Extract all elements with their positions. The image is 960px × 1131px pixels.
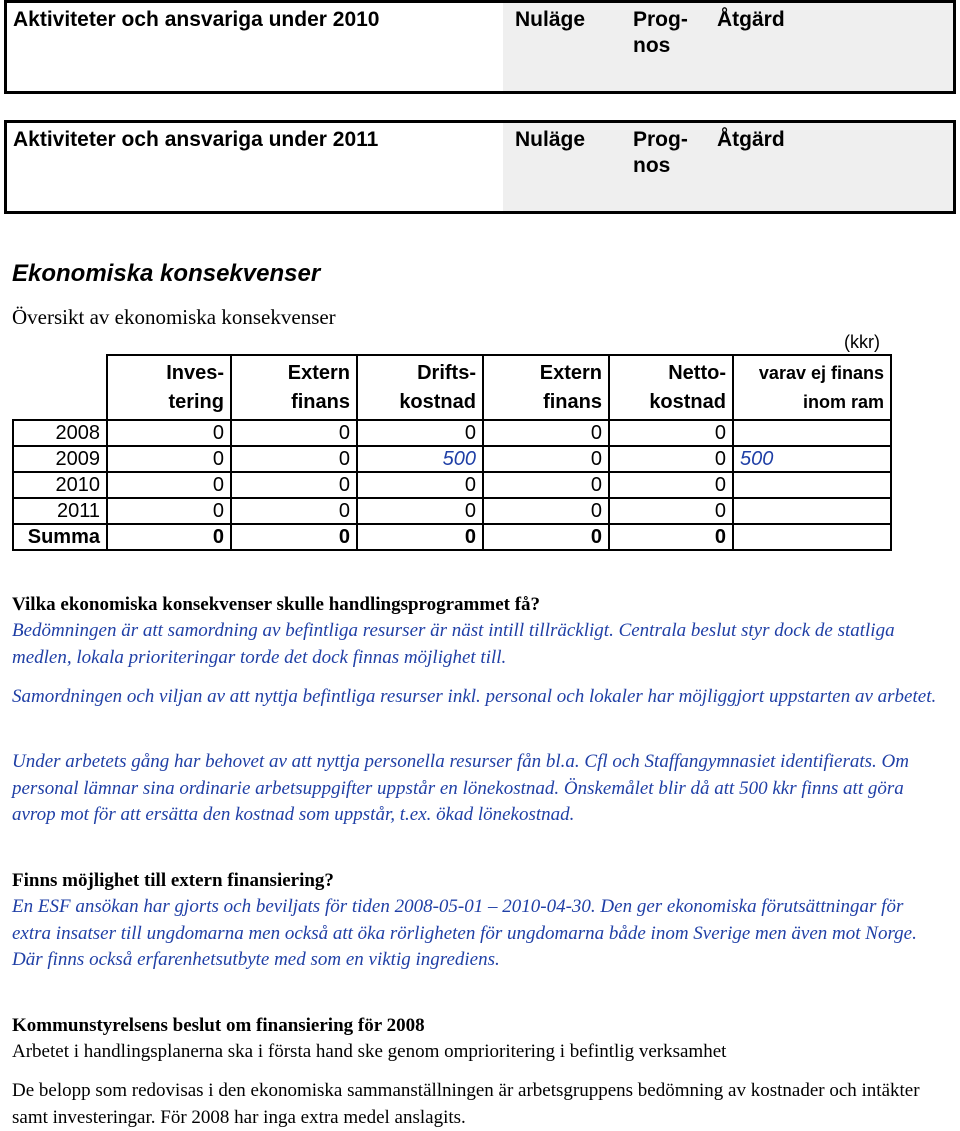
row-label: 2010 bbox=[13, 472, 107, 498]
question-economic-consequences: Vilka ekonomiska konsekvenser skulle handlingsprogrammet få? bbox=[12, 594, 541, 615]
heading-board-decision: Kommunstyrelsens beslut om finansiering för 2008 bbox=[12, 1015, 425, 1036]
economics-table bbox=[12, 354, 892, 551]
cell: 0 bbox=[357, 472, 483, 498]
activities-2010-table bbox=[4, 0, 956, 94]
table-row bbox=[13, 472, 891, 498]
cell: 0 bbox=[231, 420, 357, 446]
cell: 0 bbox=[107, 498, 231, 524]
cell-extra bbox=[733, 420, 891, 446]
activities-2011-status-header: Nuläge bbox=[503, 123, 627, 211]
cell-extra bbox=[733, 524, 891, 550]
cell: 0 bbox=[357, 524, 483, 550]
cell: 0 bbox=[357, 498, 483, 524]
activities-2011-table bbox=[4, 120, 956, 214]
board-decision-paragraph-2: De belopp som redovisas i den ekonomiska sammanställningen är arbetsgruppens bedömning av kostnader och intäkter samt investeringar. För 2008 har inga extra medel anslagits. bbox=[12, 1080, 920, 1128]
header-extern-finans-1: Extern finans bbox=[231, 355, 357, 420]
header-driftskostnad: Drifts- kostnad bbox=[357, 355, 483, 420]
cell: 0 bbox=[609, 446, 733, 472]
row-label: 2008 bbox=[13, 420, 107, 446]
cell: 0 bbox=[231, 446, 357, 472]
cell: 0 bbox=[231, 524, 357, 550]
cell: 0 bbox=[609, 498, 733, 524]
cell: 0 bbox=[483, 446, 609, 472]
activities-2010-status-header: Nuläge bbox=[503, 3, 627, 91]
cell: 0 bbox=[483, 498, 609, 524]
row-label: Summa bbox=[13, 524, 107, 550]
answer-paragraph-1: Bedömningen är att samordning av befintliga resurser är näst intill tillräckligt. Centrala beslut styr dock de statliga medlen, lokala prioriteringar torde det dock finnas möjlighet till. bbox=[12, 620, 895, 668]
header-empty bbox=[13, 355, 107, 420]
cell: 0 bbox=[483, 472, 609, 498]
answer-paragraph-3: Under arbetets gång har behovet av att nyttja personella resurser fån bl.a. Cfl och Staffangymnasiet identifierats. Om personal lämnar sina ordinarie arbetsuppgifter uppstår en lönekostnad. Önskemålet blir då att 500 kkr finns att göra avrop mot för att ersätta den kostnad som uppstår, t.ex. ökad lönekostnad. bbox=[12, 751, 909, 825]
table-row bbox=[13, 446, 891, 472]
header-varav-ej-finans: varav ej finans inom ram bbox=[733, 355, 891, 420]
row-label: 2009 bbox=[13, 446, 107, 472]
question-external-funding: Finns möjlighet till extern finansiering? bbox=[12, 870, 334, 891]
cell: 0 bbox=[483, 420, 609, 446]
cell: 0 bbox=[107, 420, 231, 446]
row-label: 2011 bbox=[13, 498, 107, 524]
table-row-summa bbox=[13, 524, 891, 550]
cell: 0 bbox=[483, 524, 609, 550]
cell-extra bbox=[733, 472, 891, 498]
header-investering: Inves- tering bbox=[107, 355, 231, 420]
activities-2011-forecast-header: Prog- nos bbox=[627, 123, 711, 211]
cell: 0 bbox=[231, 498, 357, 524]
answer-paragraph-2: Samordningen och viljan av att nyttja befintliga resurser inkl. personal och lokaler har möjliggjort uppstarten av arbetet. bbox=[12, 686, 937, 707]
activities-2011-action-header: Åtgärd bbox=[711, 123, 953, 211]
cell: 0 bbox=[357, 420, 483, 446]
table-row bbox=[13, 498, 891, 524]
cell: 0 bbox=[107, 446, 231, 472]
unit-label: (kkr) bbox=[844, 332, 880, 352]
cell-extra bbox=[733, 498, 891, 524]
economics-subheading: Översikt av ekonomiska konsekvenser bbox=[12, 305, 336, 329]
board-decision-paragraph-1: Arbetet i handlingsplanerna ska i första hand ske genom omprioritering i befintlig verksamhet bbox=[12, 1041, 727, 1062]
cell-highlight: 500 bbox=[357, 446, 483, 472]
economics-header-row bbox=[13, 355, 891, 420]
cell: 0 bbox=[231, 472, 357, 498]
cell: 0 bbox=[107, 524, 231, 550]
header-nettokostnad: Netto- kostnad bbox=[609, 355, 733, 420]
cell: 0 bbox=[609, 524, 733, 550]
cell: 0 bbox=[107, 472, 231, 498]
header-extern-finans-2: Extern finans bbox=[483, 355, 609, 420]
cell-extra: 500 bbox=[733, 446, 891, 472]
answer-external-funding: En ESF ansökan har gjorts och beviljats för tiden 2008-05-01 – 2010-04-30. Den ger ekonomiska förutsättningar för extra insatser till ungdomarna men också att öka rörligheten för ungdomarna både inom Sverige men även mot Norge. Där finns också erfarenhetsutbyte med som en viktig ingrediens. bbox=[12, 896, 917, 970]
economics-heading: Ekonomiska konsekvenser bbox=[12, 260, 321, 287]
table-row bbox=[13, 420, 891, 446]
cell: 0 bbox=[609, 420, 733, 446]
activities-2011-title: Aktiviteter och ansvariga under 2011 bbox=[13, 128, 379, 151]
activities-2010-forecast-header: Prog- nos bbox=[627, 3, 711, 91]
activities-2010-action-header: Åtgärd bbox=[711, 3, 953, 91]
cell: 0 bbox=[609, 472, 733, 498]
activities-2010-title: Aktiviteter och ansvariga under 2010 bbox=[13, 8, 380, 31]
